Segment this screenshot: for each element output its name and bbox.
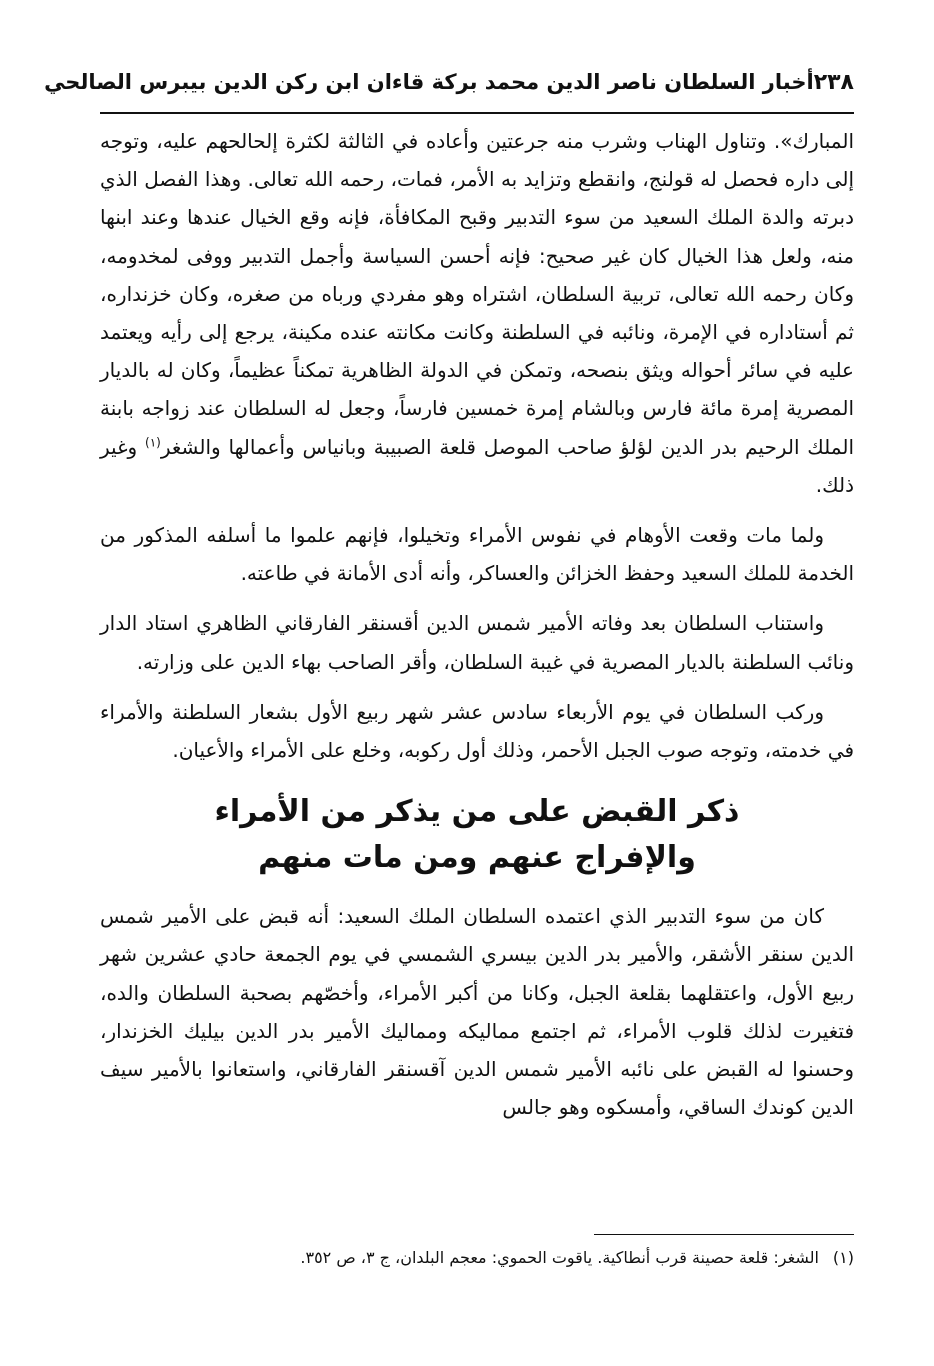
paragraph-4: وركب السلطان في يوم الأربعاء سادس عشر شهر ربيع الأول بشعار السلطنة والأمراء في خدمته، وتوجه صوب الجبل الأحمر، وذلك أول ركوبه، وخلع على الأمراء والأعيان. [100, 699, 854, 763]
footnote-rule [594, 1234, 854, 1235]
footnote-mark: (١) [832, 1248, 854, 1267]
paragraph-2: ولما مات وقعت الأوهام في نفوس الأمراء وتخيلوا، فإنهم علموا ما أسلفه المذكور من الخدمة للملك السعيد وحفظ الخزائن والعساكر، وأنه أدى الأمانة في طاعته. [100, 523, 854, 586]
footnote [100, 1246, 854, 1270]
main-text [100, 122, 854, 1126]
section-heading-line-1: ذكر القبض على من يذكر من الأمراء [214, 794, 740, 830]
paragraph-1 [100, 122, 854, 504]
book-page [44, 70, 854, 1350]
section-heading [100, 789, 854, 881]
paragraph-1-text: المبارك». وتناول الهناب وشرب منه جرعتين وأعاده في الثالثة لكثرة إلحالحهم عليه، وتوجه إلى داره فحصل له قولنج، وانقطع وتزايد به الأمر، فمات، رحمه الله تعالى. وهذا الفصل الذي دبرته والدة الملك السعيد من سوء التدبير وقبح المكافأة، فإنه وقع الخيال عندها وعند ابنها منه، ولعل هذا الخيال كان غير صحيح: فإنه أحسن السياسة وأجمل التدبير ووفى لمخدومه، وكان رحمه الله تعالى، تربية السلطان، اشتراه وهو مفردي ورباه من صغره، وكان خزنداره، ثم أستاداره في الإمرة، ونائبه في السلطنة وكانت مكانته عنده مكينة، يرجع إلى رأيه ويعتمد عليه في سائر أحواله ويثق بنصحه، وتمكن في الدولة الظاهرية تمكناً عظيماً، وكان له بالديار المصرية إمرة مائة فارس وبالشام إمرة خمسين فارساً، وجعل له السلطان عند زواجه بابنة الملك الرحيم بدر الدين لؤلؤ صاحب الموصل قلعة الصبيبة وبانياس وأعمالها والشغر [100, 129, 854, 459]
section-heading-line-2: والإفراج عنهم ومن مات منهم [258, 840, 696, 876]
paragraph-5: كان من سوء التدبير الذي اعتمده السلطان الملك السعيد: أنه قبض على الأمير شمس الدين سنقر الأشقر، والأمير بدر الدين بيسري الشمسي في يوم الجمعة حادي عشرين شهر ربيع الأول، واعتقلهما بقلعة الجبل، وكانا من أكبر الأمراء، وأخصّهم بصحبة السلطان والده، فتغيرت لذلك قلوب الأمراء، ثم اجتمع مماليكه ومماليك الأمير بدر الدين بيليك الخزندار، وحسنوا له القبض على نائبه الأمير شمس الدين آقسنقر الفارقاني، واستعانوا بالأمير سيف الدين كوندك الساقي، وأمسكوه وهو جالس [100, 904, 854, 1120]
running-header [44, 70, 854, 110]
page-number: ٢٣٨ [813, 70, 854, 95]
paragraph-1-end: وغير ذلك. [100, 434, 854, 497]
footnote-reference[interactable]: (١) [145, 434, 161, 449]
running-title: أخبار السلطان ناصر الدين محمد بركة قاءان ابن ركن الدين بيبرس الصالحي [44, 70, 814, 94]
header-rule [100, 112, 854, 114]
footnote-text: الشغر: قلعة حصينة قرب أنطاكية. ياقوت الحموي: معجم البلدان، ج ٣، ص ٣٥٢. [300, 1248, 819, 1267]
paragraph-3: واستناب السلطان بعد وفاته الأمير شمس الدين أقسنقر الفارقاني الظاهري استاد الدار ونائب السلطنة بالديار المصرية في غيبة السلطان، وأقر الصاحب بهاء الدين على وزارته. [100, 611, 854, 674]
